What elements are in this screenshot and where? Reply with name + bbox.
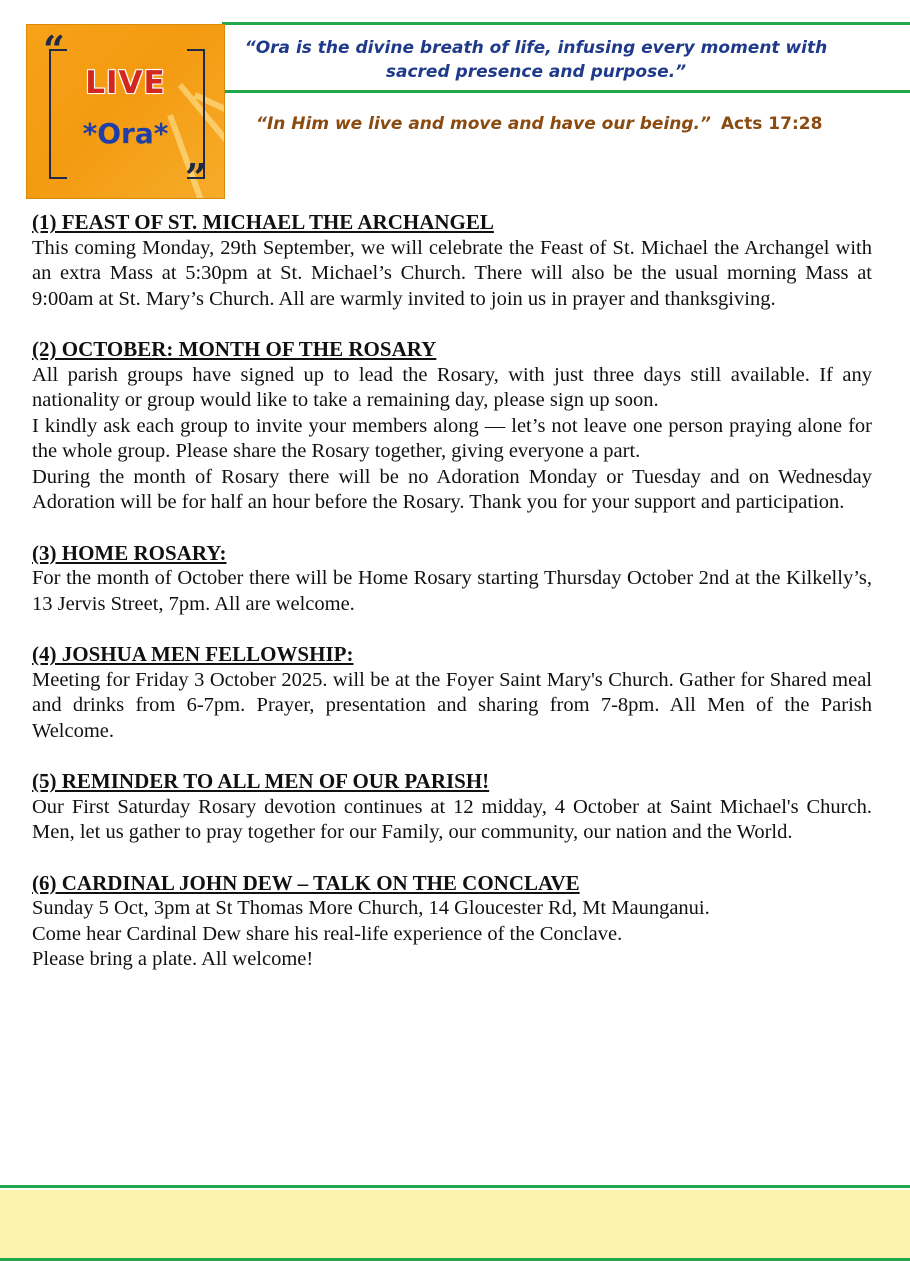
logo-live-text: LIVE xyxy=(85,65,166,101)
notice-title: (1) FEAST OF ST. MICHAEL THE ARCHANGEL xyxy=(32,210,494,234)
notice-month-of-rosary xyxy=(32,337,872,516)
notice-title: (4) JOSHUA MEN FELLOWSHIP: xyxy=(32,642,354,666)
notices-content xyxy=(32,210,872,998)
header-quote-primary: “Ora is the divine breath of life, infusing every moment with sacred presence and purpose.” xyxy=(244,38,828,82)
notice-title: (6) CARDINAL JOHN DEW – TALK ON THE CONCLAVE xyxy=(32,870,580,895)
notice-home-rosary xyxy=(32,541,872,618)
scripture-reference: Acts 17:28 xyxy=(720,114,823,134)
notice-paragraph: Meeting for Friday 3 October 2025. will be at the Foyer Saint Mary's Church. Gather for Shared meal and drinks from 6-7pm. Prayer, presentation and sharing from 7-8pm. All Men of the Parish Welcome. xyxy=(32,668,872,742)
notice-paragraph: Sunday 5 Oct, 3pm at St Thomas More Church, 14 Gloucester Rd, Mt Maunganui. xyxy=(32,897,710,919)
notice-paragraph: I kindly ask each group to invite your members along — let’s not leave one person praying alone for the whole group. Please share the Rosary together, giving everyone a part. xyxy=(32,414,872,462)
notice-joshua-men-fellowship xyxy=(32,642,872,744)
header-bottom-rule xyxy=(222,90,910,93)
notice-paragraph: This coming Monday, 29th September, we will celebrate the Feast of St. Michael the Archangel with an extra Mass at 5:30pm at St. Michael’s Church. There will also be the usual morning Mass at 9:00am at St. Mary’s Church. All are warmly invited to join us in prayer and thanksgiving. xyxy=(32,236,872,310)
notice-title: (2) OCTOBER: MONTH OF THE ROSARY xyxy=(32,337,437,361)
notice-cardinal-dew-talk xyxy=(32,871,872,973)
logo-ora-text: *Ora* xyxy=(82,117,169,150)
notice-paragraph: Our First Saturday Rosary devotion continues at 12 midday, 4 October at Saint Michael's Church. Men, let us gather to pray together for our Family, our community, our nation and the World. xyxy=(32,795,872,843)
notice-feast-st-michael xyxy=(32,210,872,312)
footer-banner xyxy=(0,1190,910,1261)
header-quote-scripture xyxy=(256,114,822,134)
close-quote-icon: ” xyxy=(185,155,207,199)
notice-title: (3) HOME ROSARY: xyxy=(32,540,227,565)
footer-top-rule xyxy=(0,1185,910,1188)
notice-paragraph: Come hear Cardinal Dew share his real-life experience of the Conclave. xyxy=(32,922,623,945)
notice-paragraph: All parish groups have signed up to lead the Rosary, with just three days still available. If any nationality or group would like to take a remaining day, please sign up soon. xyxy=(32,363,872,411)
header-top-rule xyxy=(222,22,910,25)
notice-paragraph: For the month of October there will be Home Rosary starting Thursday October 2nd at the Kilkelly’s, 13 Jervis Street, 7pm. All are welcome. xyxy=(32,567,872,615)
scripture-text: “In Him we live and move and have our being.” xyxy=(256,114,711,134)
notice-title: (5) REMINDER TO ALL MEN OF OUR PARISH! xyxy=(32,769,490,793)
live-ora-logo xyxy=(26,24,225,199)
notice-paragraph: During the month of Rosary there will be no Adoration Monday or Tuesday and on Wednesday Adoration will be for half an hour before the Rosary. Thank you for your support and participation. xyxy=(32,465,872,513)
notice-reminder-men xyxy=(32,769,872,846)
notice-paragraph: Please bring a plate. All welcome! xyxy=(32,948,314,970)
open-quote-icon: “ xyxy=(43,27,65,72)
